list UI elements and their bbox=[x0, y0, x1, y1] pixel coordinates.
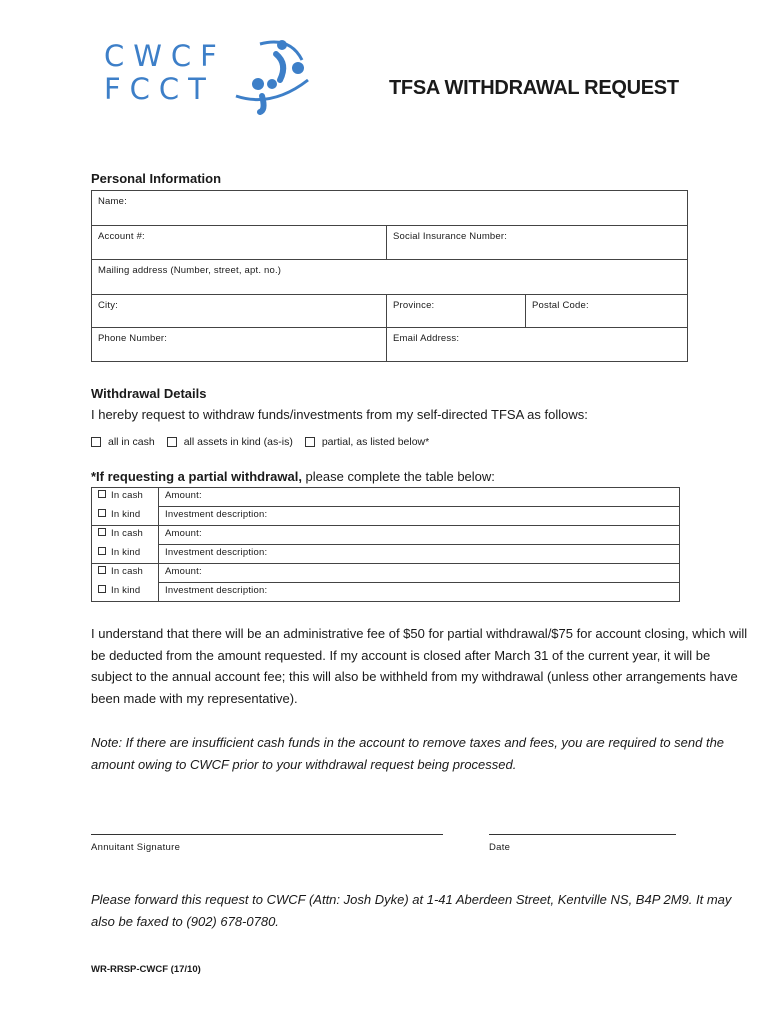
withdrawal-details-heading: Withdrawal Details bbox=[91, 386, 207, 401]
postal-code-field[interactable] bbox=[526, 295, 688, 328]
option-label: In kind bbox=[111, 584, 141, 596]
name-label: Name: bbox=[98, 196, 127, 207]
email-address-field[interactable] bbox=[387, 328, 688, 362]
checkbox-icon[interactable] bbox=[305, 437, 315, 447]
withdrawal-options bbox=[91, 436, 441, 448]
option-in-cash[interactable] bbox=[92, 488, 159, 507]
forwarding-instructions: Please forward this request to CWCF (Attn: Josh Dyke) at 1-41 Aberdeen Street, Kentville NS, B4P 2M9. It may also be faxed to (902) 678-0780. bbox=[91, 892, 732, 929]
option-in-cash[interactable] bbox=[92, 526, 159, 545]
investment-description-field[interactable] bbox=[159, 507, 680, 526]
phone-number-label: Phone Number: bbox=[98, 333, 168, 344]
organization-logo bbox=[104, 40, 314, 120]
option-label: In kind bbox=[111, 546, 141, 558]
sin-field[interactable] bbox=[387, 226, 688, 260]
option-label: all assets in kind (as-is) bbox=[183, 436, 293, 448]
name-field[interactable] bbox=[92, 191, 688, 226]
partial-heading-bold: *If requesting a partial withdrawal, bbox=[91, 469, 302, 484]
form-title: TFSA WITHDRAWAL REQUEST bbox=[389, 77, 679, 99]
option-label: partial, as listed below* bbox=[321, 436, 430, 448]
insufficient-funds-note: Note: If there are insufficient cash funds in the account to remove taxes and fees, you are required to send the amount owing to CWCF prior to your withdrawal request being processed. bbox=[91, 735, 725, 772]
option-label: all in cash bbox=[108, 436, 155, 448]
mailing-address-label: Mailing address (Number, street, apt. no.) bbox=[98, 265, 282, 276]
investment-description-label: Investment description: bbox=[165, 547, 268, 558]
logo-text-line2: FCCT bbox=[104, 72, 215, 106]
date-label: Date bbox=[489, 842, 511, 853]
personal-info-heading: Personal Information bbox=[91, 171, 222, 186]
checkbox-icon[interactable] bbox=[98, 509, 106, 517]
signature-label: Annuitant Signature bbox=[91, 842, 181, 853]
option-label: In cash bbox=[111, 566, 144, 577]
personal-info-table bbox=[91, 190, 688, 362]
logo-figures-icon bbox=[232, 38, 312, 118]
option-partial[interactable] bbox=[305, 436, 429, 448]
investment-description-label: Investment description: bbox=[165, 509, 268, 520]
province-field[interactable] bbox=[387, 295, 526, 328]
amount-field[interactable] bbox=[159, 564, 680, 583]
date-line[interactable] bbox=[489, 834, 676, 835]
option-in-kind[interactable] bbox=[92, 545, 159, 564]
province-label: Province: bbox=[393, 300, 435, 311]
option-label: In kind bbox=[111, 508, 141, 520]
checkbox-icon[interactable] bbox=[98, 547, 106, 555]
option-all-cash[interactable] bbox=[91, 436, 155, 448]
account-number-label: Account #: bbox=[98, 231, 145, 242]
checkbox-icon[interactable] bbox=[91, 437, 101, 447]
investment-description-label: Investment description: bbox=[165, 585, 268, 596]
option-in-cash[interactable] bbox=[92, 564, 159, 583]
sin-label: Social Insurance Number: bbox=[393, 231, 508, 242]
amount-field[interactable] bbox=[159, 526, 680, 545]
checkbox-icon[interactable] bbox=[98, 490, 106, 498]
email-address-label: Email Address: bbox=[393, 333, 460, 344]
partial-heading-rest: please complete the table below: bbox=[301, 469, 495, 484]
account-number-field[interactable] bbox=[92, 226, 387, 260]
checkbox-icon[interactable] bbox=[98, 528, 106, 536]
amount-label: Amount: bbox=[165, 528, 202, 539]
investment-description-field[interactable] bbox=[159, 583, 680, 602]
checkbox-icon[interactable] bbox=[98, 566, 106, 574]
phone-number-field[interactable] bbox=[92, 328, 387, 362]
form-code: WR-RRSP-CWCF (17/10) bbox=[91, 964, 201, 975]
postal-code-label: Postal Code: bbox=[532, 300, 589, 311]
option-all-in-kind[interactable] bbox=[167, 436, 293, 448]
fee-paragraph: I understand that there will be an administrative fee of $50 for partial withdrawal/$75 for account closing, which will be deducted from the amount requested. If my account is closed after March 31 of the current year, it will be subject to the annual account fee; this will also be withheld from my withdrawal (unless other arrangements have been made with my representative). bbox=[91, 626, 748, 706]
withdrawal-intro: I hereby request to withdraw funds/investments from my self-directed TFSA as follows: bbox=[91, 407, 588, 422]
option-in-kind[interactable] bbox=[92, 507, 159, 526]
amount-label: Amount: bbox=[165, 566, 202, 577]
city-field[interactable] bbox=[92, 295, 387, 328]
checkbox-icon[interactable] bbox=[167, 437, 177, 447]
checkbox-icon[interactable] bbox=[98, 585, 106, 593]
option-label: In cash bbox=[111, 528, 144, 539]
investment-description-field[interactable] bbox=[159, 545, 680, 564]
mailing-address-field[interactable] bbox=[92, 260, 688, 295]
amount-label: Amount: bbox=[165, 490, 202, 501]
option-label: In cash bbox=[111, 490, 144, 501]
logo-text-line1: CWCF bbox=[104, 39, 226, 73]
partial-withdrawal-table bbox=[91, 487, 680, 602]
partial-heading bbox=[91, 469, 495, 484]
signature-line[interactable] bbox=[91, 834, 443, 835]
amount-field[interactable] bbox=[159, 488, 680, 507]
option-in-kind[interactable] bbox=[92, 583, 159, 602]
city-label: City: bbox=[98, 300, 118, 311]
